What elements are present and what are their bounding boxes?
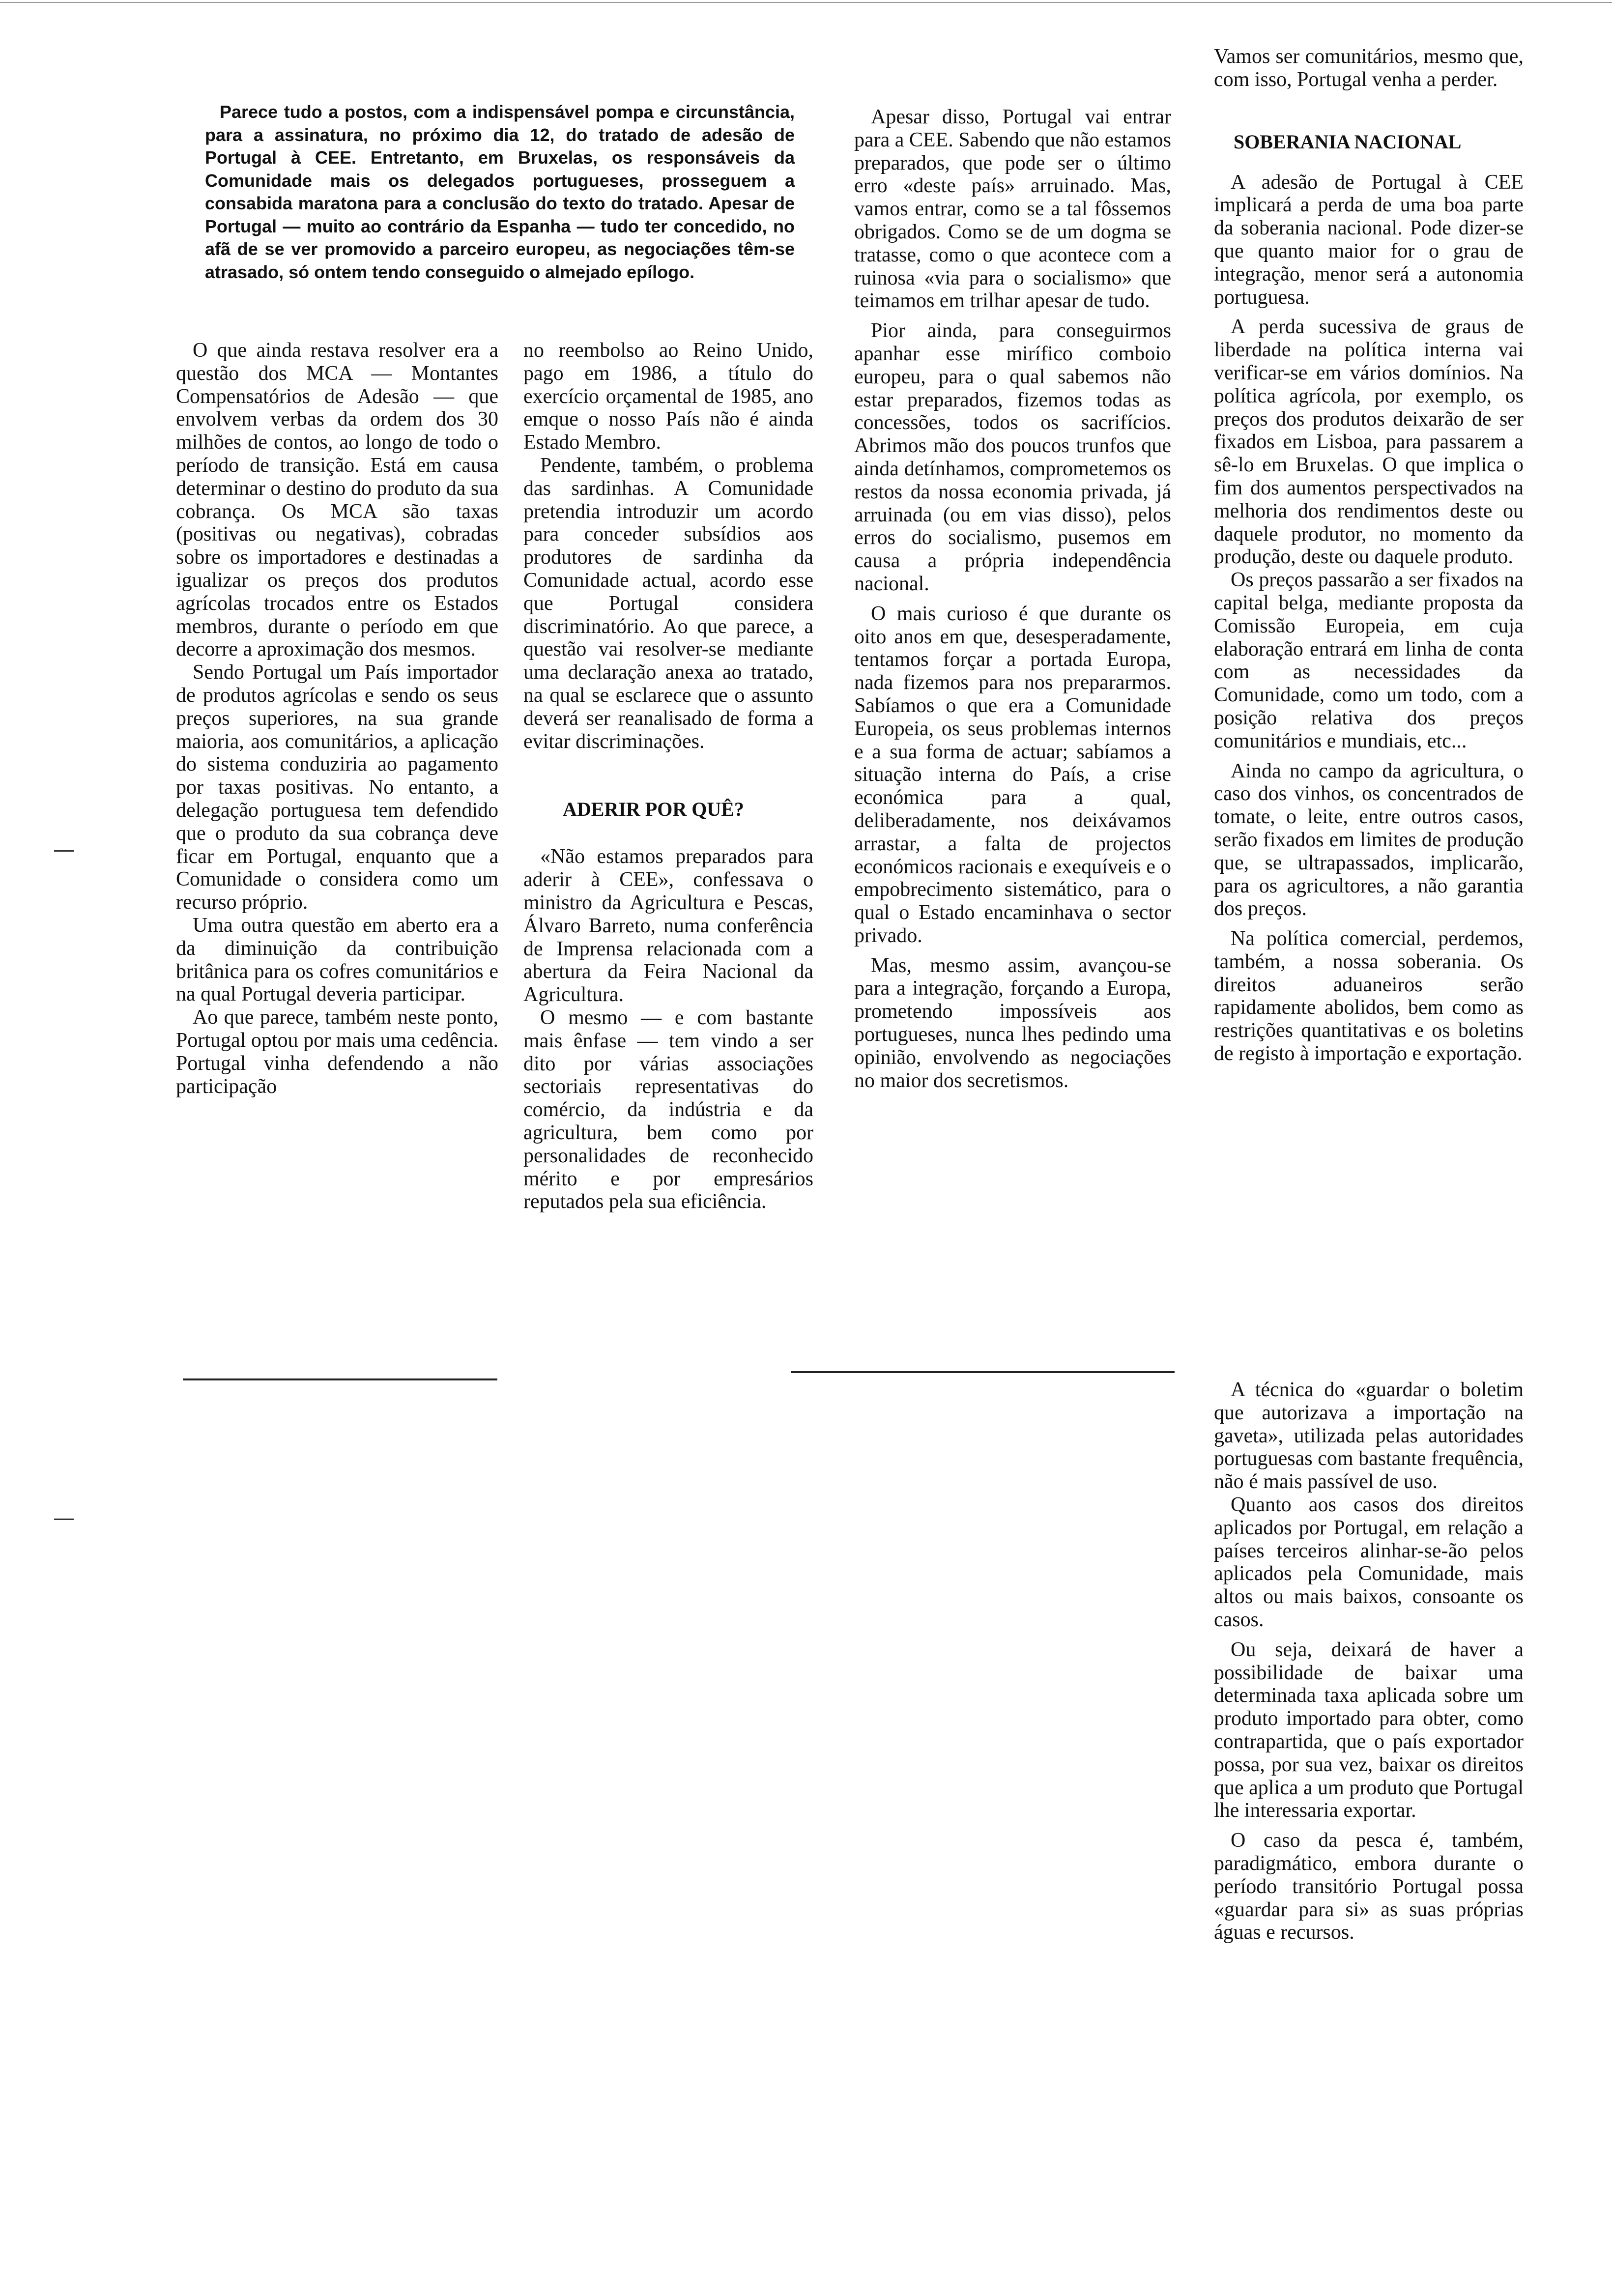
section-heading-soberania: SOBERANIA NACIONAL (1234, 130, 1462, 153)
paragraph: Os preços passarão a ser fixados na capital belga, mediante proposta da Comissão Europeia, em cuja elaboração entrará em linha de conta com as necessidades da Comunidade, como um todo, com a posição relativa dos preços comunitários e mundiais, etc... (1214, 569, 1524, 752)
paragraph: no reembolso ao Reino Unido, pago em 1986, a título do exercício orçamental de 1985, ano emque o nosso País não é ainda Estado Membro. (523, 339, 813, 454)
paragraph: O caso da pesca é, também, paradigmático, embora durante o período transitório Portugal possa «guardar para si» as suas próprias águas e recursos. (1214, 1829, 1524, 1944)
paragraph: Quanto aos casos dos direitos aplicados por Portugal, em relação a países terceiros alinhar-se-ão pelos aplicados pela Comunidade, mais altos ou mais baixos, consoante os casos. (1214, 1493, 1524, 1631)
section-heading-aderir: ADERIR POR QUÊ? (563, 798, 744, 821)
column-4 (1214, 45, 1524, 1065)
paragraph: Apesar disso, Portugal vai entrar para a CEE. Sabendo que não estamos preparados, que pode ser o último erro «deste país» arruinado. Mas, vamos entrar, como se a tal fôssemos obrigados. Como se de um dogma se tratasse, como o que acontece com a ruinosa «via para o socialismo» que teimamos em trilhar apesar de tudo. (854, 106, 1171, 313)
paragraph: Uma outra questão em aberto era a da diminuição da contribuição britânica para os cofres comunitários e na qual Portugal deveria participar. (176, 914, 498, 1006)
paragraph: A perda sucessiva de graus de liberdade na política interna vai verificar-se em vários domínios. Na política agrícola, por exemplo, os preços dos produtos deixarão de ser fixados em Lisboa, para passarem a sê-lo em Bruxelas. O que implica o fim dos aumentos perspectivados na melhoria dos rendimentos deste ou daquele produtor, no momento da produção, deste ou daquele produto. (1214, 316, 1524, 569)
paragraph: Mas, mesmo assim, avançou-se para a integração, forçando a Europa, prometendo impossíveis aos portugueses, nunca lhes pedindo uma opinião, envolvendo as negociações no maior dos secretismos. (854, 954, 1171, 1092)
paragraph: O que ainda restava resolver era a questão dos MCA — Montantes Compensatórios de Adesão — que envolvem verbas da ordem dos 30 milhões de contos, ao longo de todo o período de transição. Está em causa determinar o destino do produto da sua cobrança. Os MCA são taxas (positivas ou negativas), cobradas sobre os importadores e destinadas a igualizar os preços dos produtos agrícolas trocados entre os Estados membros, durante o período em que decorre a aproximação dos mesmos. (176, 339, 498, 661)
scan-mark (54, 850, 74, 852)
paragraph: Ao que parece, também neste ponto, Portugal optou por mais uma cedência. Portugal vinha defendendo a não participação (176, 1006, 498, 1098)
paragraph: A adesão de Portugal à CEE implicará a perda de uma boa parte da soberania nacional. Pode dizer-se que quanto maior for o grau de integração, menor será a autonomia portuguesa. (1214, 171, 1524, 309)
paragraph: Na política comercial, perdemos, também, a nossa soberania. Os direitos aduaneiros serão rapidamente abolidos, bem como as restrições quantitativas e os boletins de registo à importação e exportação. (1214, 927, 1524, 1065)
paragraph: Pendente, também, o problema das sardinhas. A Comunidade pretendia introduzir um acordo para conceder subsídios aos produtores de sardinha da Comunidade actual, acordo esse que Portugal considera discriminatório. Ao que parece, a questão vai resolver-se mediante uma declaração anexa ao tratado, na qual se esclarece que o assunto deverá ser reanalisado de forma a evitar discriminações. (523, 454, 813, 753)
paragraph: O mesmo — e com bastante mais ênfase — tem vindo a ser dito por várias associações sectoriais representativas do comércio, da indústria e da agricultura, bem como por personalidades de reconhecido mérito e por empresários reputados pela sua eficiência. (523, 1006, 813, 1213)
lead-paragraph: Parece tudo a postos, com a indispensável pompa e circunstância, para a assinatura, no próximo dia 12, do tratado de adesão de Portugal à CEE. Entretanto, em Bruxelas, os responsáveis da Comunidade mais os delegados portugueses, prosseguem a consabida maratona para a conclusão do texto do tratado. Apesar de Portugal — muito ao contrário da Espanha — tudo ter concedido, no afã de se ver promovido a parceiro europeu, as negociações têm-se atrasado, só ontem tendo conseguido o almejado epílogo. (205, 102, 795, 282)
column-1 (176, 339, 498, 1098)
scan-mark (54, 1519, 74, 1520)
paragraph: Sendo Portugal um País importador de produtos agrícolas e sendo os seus preços superiores, na sua grande maioria, aos comunitários, a aplicação do sistema conduziria ao pagamento por taxas positivas. No entanto, a delegação portuguesa tem defendido que o produto da sua cobrança deve ficar em Portugal, enquanto que a Comunidade o considera como um recurso próprio. (176, 661, 498, 914)
paragraph: «Não estamos preparados para aderir à CEE», confessava o ministro da Agricultura e Pescas, Álvaro Barreto, numa conferência de Imprensa relacionada com a abertura da Feira Nacional da Agricultura. (523, 845, 813, 1006)
column-divider-rule (183, 1378, 497, 1380)
column-4-continuation (1214, 1378, 1524, 1944)
top-edge-line (0, 2, 1612, 3)
column-2 (523, 339, 813, 1213)
paragraph: A técnica do «guardar o boletim que autorizava a importação na gaveta», utilizada pelas autoridades portuguesas com bastante frequência, não é mais passível de uso. (1214, 1378, 1524, 1493)
paragraph: O mais curioso é que durante os oito anos em que, desesperadamente, tentamos forçar a portada Europa, nada fizemos para nos prepararmos. Sabíamos o que era a Comunidade Europeia, os seus problemas internos e a sua forma de actuar; sabíamos a situação interna do País, a crise económica para a qual, deliberadamente, nos deixávamos arrastar, a falta de projectos económicos racionais e exequíveis e o empobrecimento sistemático, para o qual o Estado encaminhava o sector privado. (854, 602, 1171, 947)
paragraph: Vamos ser comunitários, mesmo que, com isso, Portugal venha a perder. (1214, 45, 1524, 91)
paragraph: Ainda no campo da agricultura, o caso dos vinhos, os concentrados de tomate, o leite, entre outros casos, serão fixados em limites de produção que, se ultrapassados, implicarão, para os agricultores, a não garantia dos preços. (1214, 759, 1524, 920)
column-divider-rule (791, 1371, 1175, 1373)
paragraph: Ou seja, deixará de haver a possibilidade de baixar uma determinada taxa aplicada sobre um produto importado para obter, como contrapartida, que o país exportador possa, por sua vez, baixar os direitos que aplica a um produto que Portugal lhe interessaria exportar. (1214, 1638, 1524, 1822)
column-3 (854, 106, 1171, 1092)
paragraph: Pior ainda, para conseguirmos apanhar esse mirífico comboio europeu, para o qual sabemos não estar preparados, fizemos todas as concessões, todos os sacrifícios. Abrimos mão dos poucos trunfos que ainda detínhamos, comprometemos os restos da nossa economia privada, já arruinada (ou em vias disso), pelos erros do socialismo, pusemos em causa a própria independência nacional. (854, 319, 1171, 595)
